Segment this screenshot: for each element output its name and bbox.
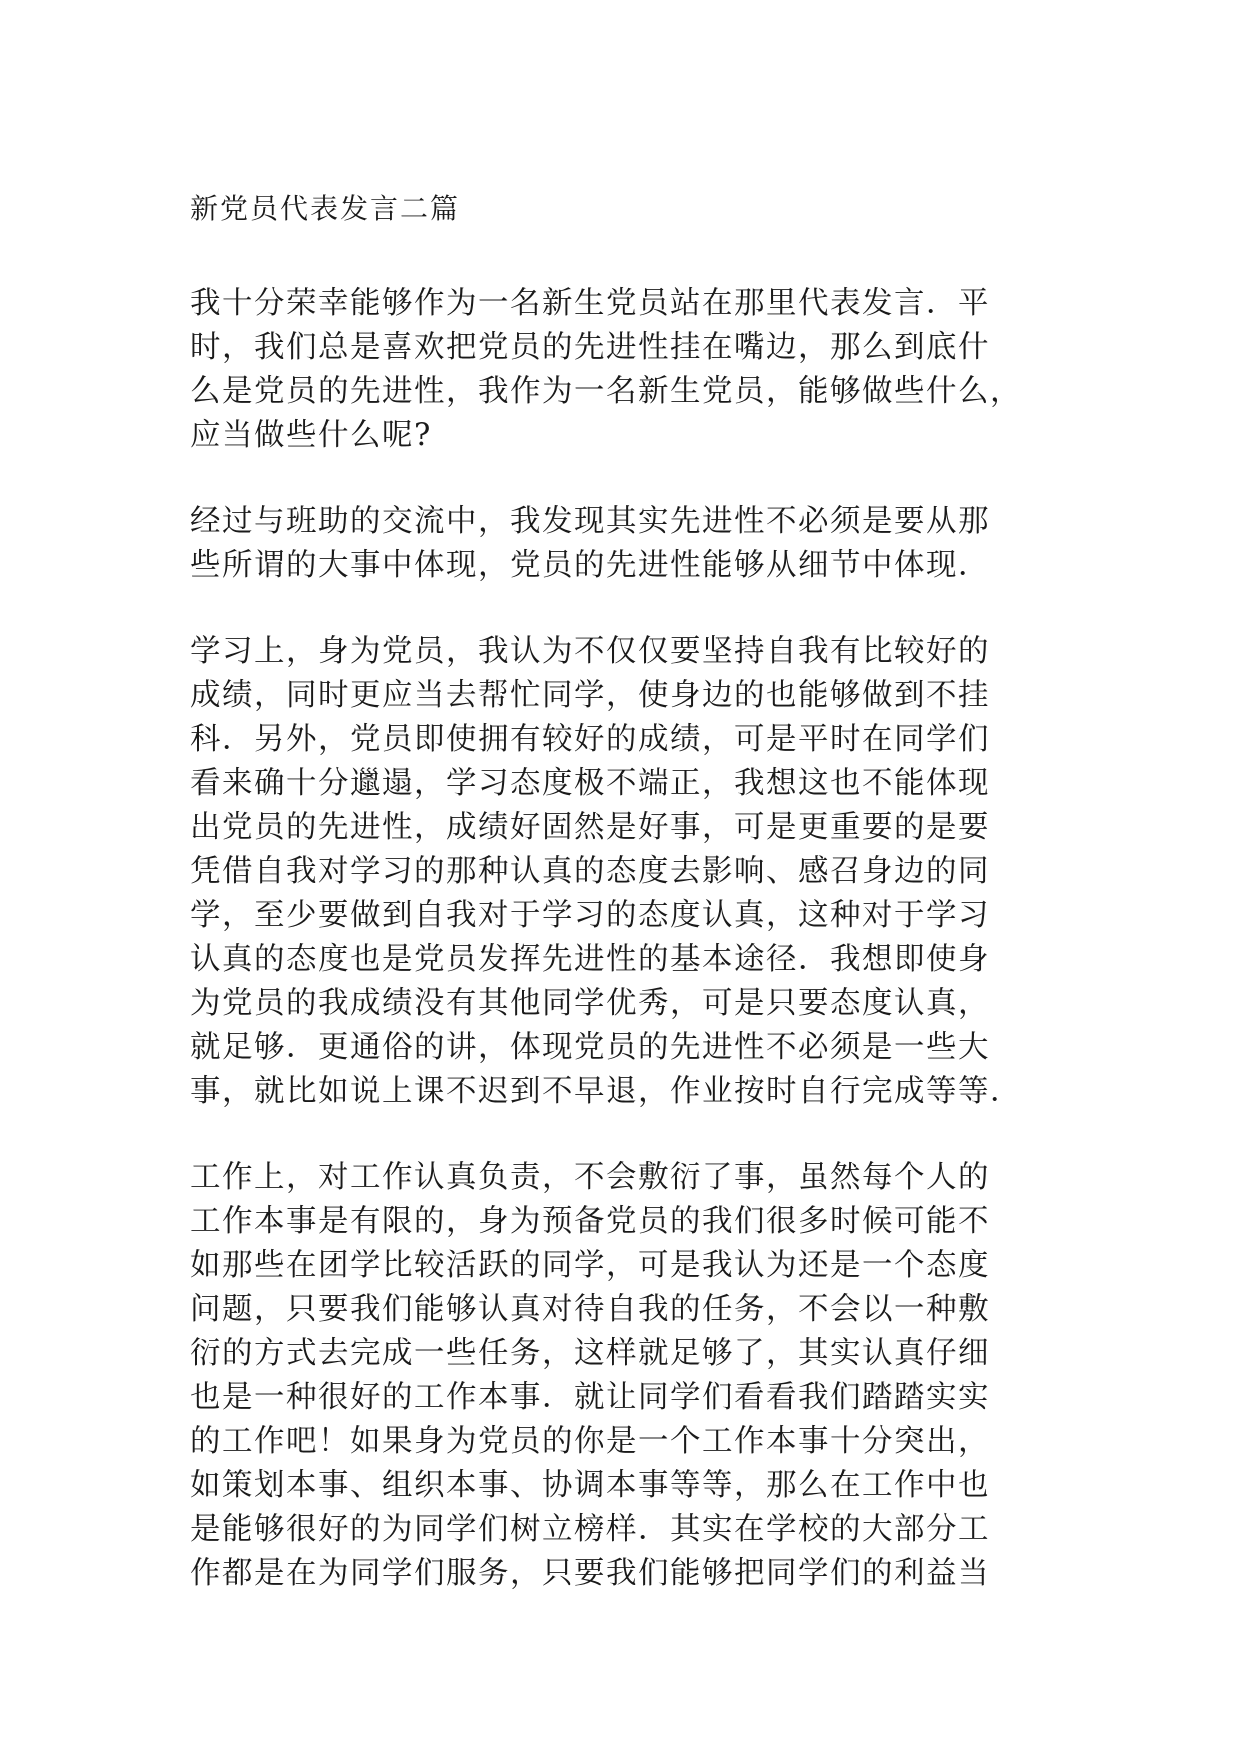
paragraph-line: 如策划本事、组织本事、协调本事等等，那么在工作中也: [190, 1468, 990, 1503]
paragraph-line: 凭借自我对学习的那种认真的态度去影响、感召身边的同: [190, 854, 990, 889]
paragraph-line: 为党员的我成绩没有其他同学优秀，可是只要态度认真，: [190, 986, 990, 1021]
paragraph-line: 时，我们总是喜欢把党员的先进性挂在嘴边，那么到底什: [190, 330, 990, 365]
document-title: 新党员代表发言二篇: [190, 192, 461, 225]
paragraph-line: 如那些在团学比较活跃的同学，可是我认为还是一个态度: [190, 1248, 990, 1283]
paragraph-line: 应当做些什么呢?: [190, 418, 432, 453]
paragraph-line: 认真的态度也是党员发挥先进性的基本途径．我想即使身: [190, 942, 990, 977]
paragraph-line: 衍的方式去完成一些任务，这样就足够了，其实认真仔细: [190, 1336, 990, 1371]
paragraph-line: 事，就比如说上课不迟到不早退，作业按时自行完成等等．: [190, 1074, 1022, 1109]
paragraph-line: 的工作吧！如果身为党员的你是一个工作本事十分突出，: [190, 1424, 990, 1459]
paragraph-line: 成绩，同时更应当去帮忙同学，使身边的也能够做到不挂: [190, 678, 990, 713]
paragraph-line: 科．另外，党员即使拥有较好的成绩，可是平时在同学们: [190, 722, 990, 757]
paragraph-line: 作都是在为同学们服务，只要我们能够把同学们的利益当: [190, 1556, 990, 1591]
paragraph-line: 出党员的先进性，成绩好固然是好事，可是更重要的是要: [190, 810, 990, 845]
paragraph-line: 么是党员的先进性，我作为一名新生党员，能够做些什么，: [190, 374, 1022, 409]
paragraph-line: 是能够很好的为同学们树立榜样．其实在学校的大部分工: [190, 1512, 990, 1547]
paragraph-line: 学习上，身为党员，我认为不仅仅要坚持自我有比较好的: [190, 634, 990, 669]
paragraph-exchange: [190, 500, 1020, 588]
paragraph-line: 工作本事是有限的，身为预备党员的我们很多时候可能不: [190, 1204, 990, 1239]
document-body: [190, 188, 1020, 1596]
paragraph-work: [190, 1156, 1020, 1596]
paragraph-study: [190, 630, 1020, 1114]
paragraph-intro: [190, 282, 1020, 458]
paragraph-line: 我十分荣幸能够作为一名新生党员站在那里代表发言．平: [190, 286, 990, 321]
paragraph-line: 就足够．更通俗的讲，体现党员的先进性不必须是一些大: [190, 1030, 990, 1065]
paragraph-line: 学，至少要做到自我对于学习的态度认真，这种对于学习: [190, 898, 990, 933]
paragraph-line: 经过与班助的交流中，我发现其实先进性不必须是要从那: [190, 504, 990, 539]
paragraph-line: 看来确十分邋遢，学习态度极不端正，我想这也不能体现: [190, 766, 990, 801]
paragraph-line: 些所谓的大事中体现，党员的先进性能够从细节中体现．: [190, 548, 990, 583]
paragraph-line: 问题，只要我们能够认真对待自我的任务，不会以一种敷: [190, 1292, 990, 1327]
paragraph-line: 也是一种很好的工作本事．就让同学们看看我们踏踏实实: [190, 1380, 990, 1415]
paragraph-line: 工作上，对工作认真负责，不会敷衍了事，虽然每个人的: [190, 1160, 990, 1195]
